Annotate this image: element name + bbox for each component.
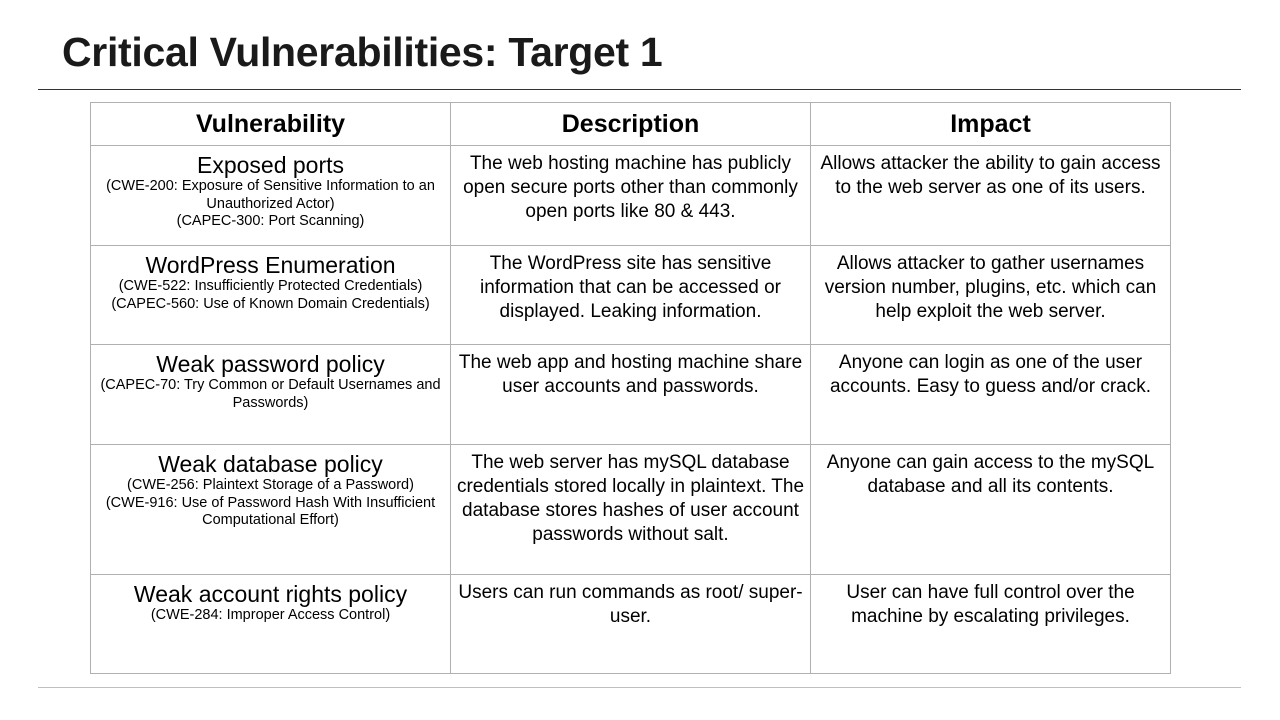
vulnerability-cell [91,146,451,246]
impact-cell [811,575,1171,674]
description-text: Users can run commands as root/ super-user. [458,582,803,627]
impact-text: Allows attacker the ability to gain access to the web server as one of its users. [820,153,1161,198]
vulnerability-reference: (CWE-200: Exposure of Sensitive Information to an Unauthorized Actor) [106,178,435,212]
title-divider [38,89,1241,90]
footer-divider [38,687,1241,688]
vulnerability-reference: (CWE-916: Use of Password Hash With Insufficient Computational Effort) [105,494,436,528]
vulnerability-name: WordPress Enumeration [145,252,396,278]
vulnerability-reference: (CAPEC-70: Try Common or Default Usernames and Passwords) [100,377,441,411]
vulnerability-reference: (CWE-522: Insufficiently Protected Credentials) [118,278,423,294]
vulnerability-cell [91,246,451,345]
table-row [91,575,1171,674]
description-cell [451,445,811,575]
header-impact: Impact [811,103,1171,146]
table-row [91,246,1171,345]
description-cell [451,345,811,445]
vulnerability-name: Weak database policy [158,451,383,477]
table-row [91,445,1171,575]
vulnerability-cell [91,345,451,445]
vulnerability-cell [91,445,451,575]
description-cell [451,575,811,674]
impact-text: Anyone can login as one of the user accounts. Easy to guess and/or crack. [829,352,1152,397]
impact-text: User can have full control over the machine by escalating privileges. [846,582,1135,627]
table-row [91,345,1171,445]
slide-title: Critical Vulnerabilities: Target 1 [62,29,663,75]
impact-cell [811,146,1171,246]
description-text: The WordPress site has sensitive information that can be accessed or displayed. Leaking information. [479,253,781,322]
description-cell [451,246,811,345]
vulnerability-reference: (CWE-256: Plaintext Storage of a Password) [127,477,414,493]
vulnerability-reference: (CAPEC-560: Use of Known Domain Credentials) [111,295,430,312]
impact-cell [811,246,1171,345]
header-description: Description [451,103,811,146]
vulnerability-reference: (CWE-284: Improper Access Control) [150,607,391,623]
description-text: The web app and hosting machine share user accounts and passwords. [458,352,803,397]
vulnerability-name: Weak account rights policy [133,581,408,607]
header-vulnerability: Vulnerability [91,103,451,146]
vulnerabilities-table [90,102,1171,674]
table-row [91,146,1171,246]
description-cell [451,146,811,246]
vulnerability-name: Exposed ports [196,152,345,178]
impact-cell [811,345,1171,445]
impact-cell [811,445,1171,575]
table-header-row [91,103,1171,146]
description-text: The web hosting machine has publicly open secure ports other than commonly open ports like 80 & 443. [463,153,798,222]
description-text: The web server has mySQL database credentials stored locally in plaintext. The database stores hashes of user account passwords without salt. [456,452,805,545]
vulnerability-reference: (CAPEC-300: Port Scanning) [176,213,365,229]
impact-text: Anyone can gain access to the mySQL database and all its contents. [826,452,1155,497]
vulnerability-cell [91,575,451,674]
vulnerability-name: Weak password policy [156,351,385,377]
impact-text: Allows attacker to gather usernames version number, plugins, etc. which can help exploit the web server. [824,253,1157,322]
